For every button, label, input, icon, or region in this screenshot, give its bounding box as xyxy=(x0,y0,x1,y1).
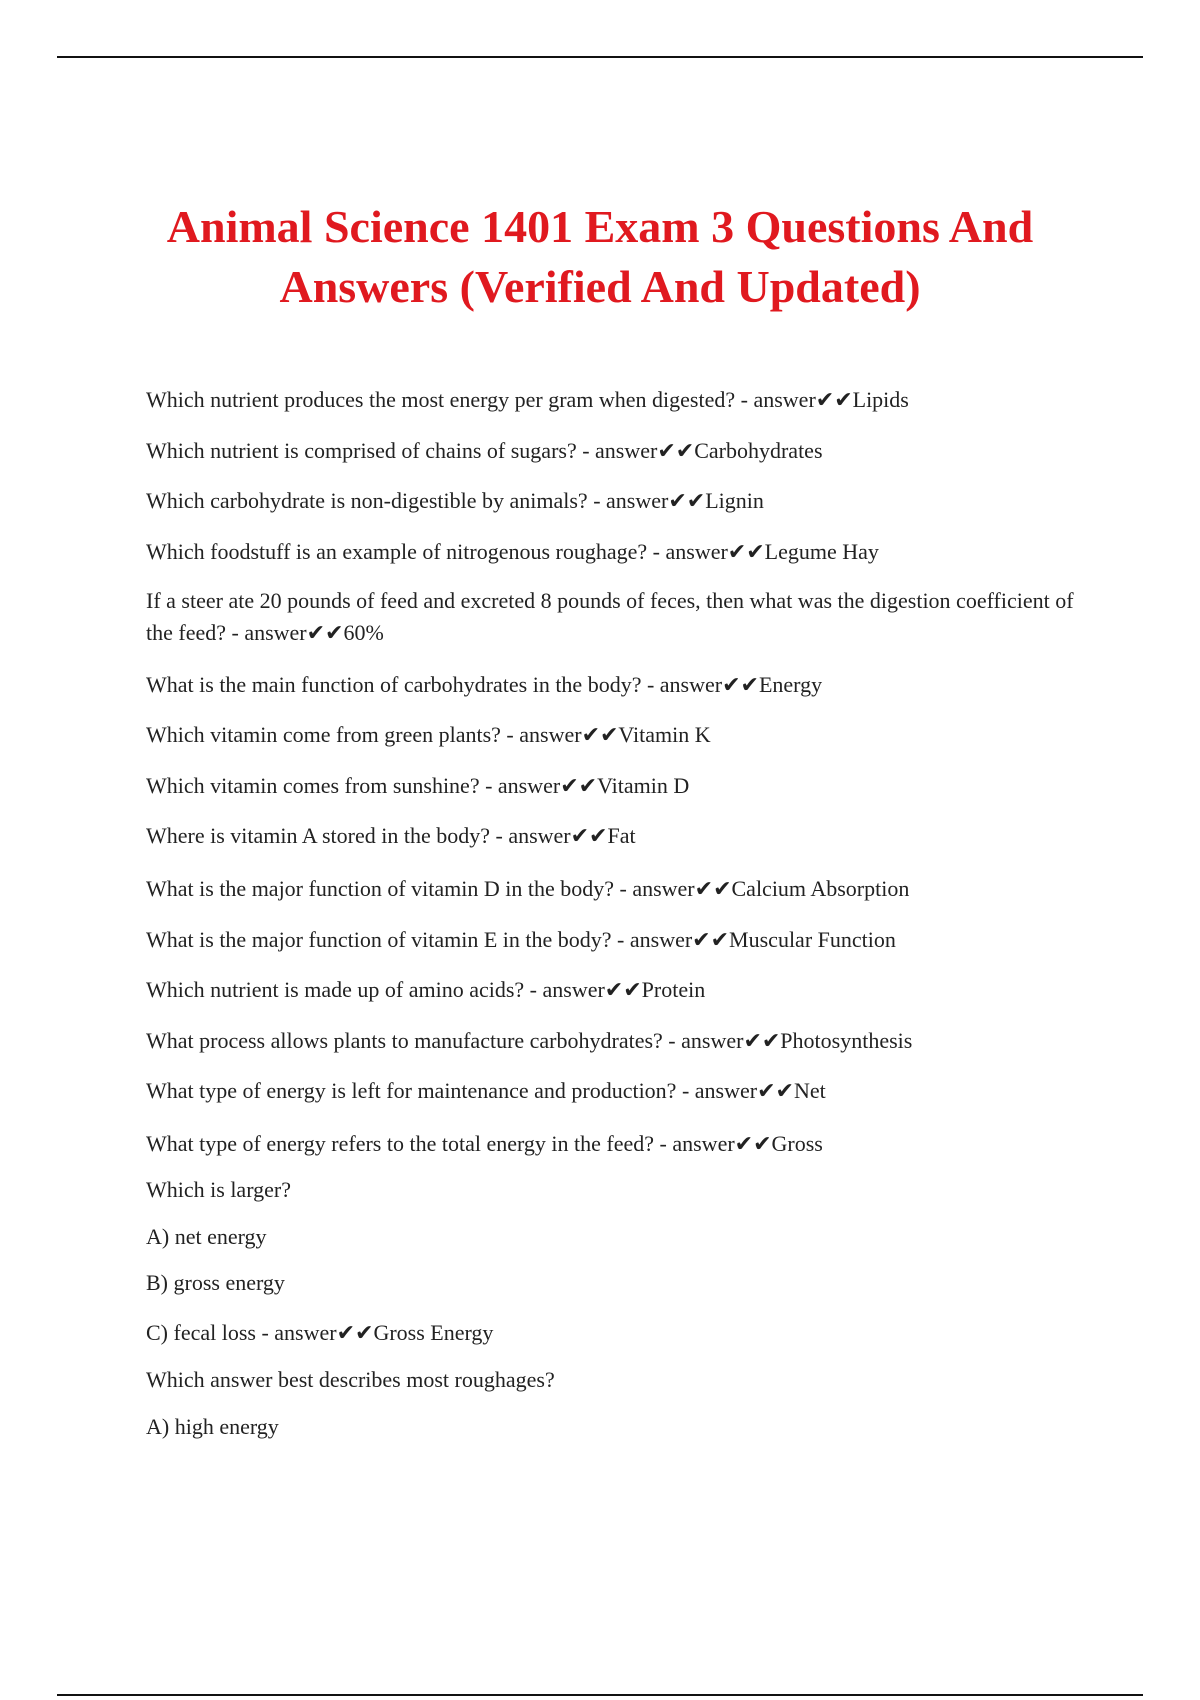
qa-entry: Which nutrient produces the most energy per gram when digested? - answer✔✔Lipids xyxy=(146,387,909,412)
qa-entry: What is the main function of carbohydrates in the body? - answer✔✔Energy xyxy=(146,672,823,697)
qa-entry: What is the major function of vitamin E in the body? - answer✔✔Muscular Function xyxy=(146,927,896,952)
qa-entry: What type of energy is left for maintenance and production? - answer✔✔Net xyxy=(146,1078,826,1103)
bottom-rule xyxy=(57,1694,1143,1696)
qa-entry: What is the major function of vitamin D in the body? - answer✔✔Calcium Absorption xyxy=(146,876,910,901)
qa-option: A) high energy xyxy=(146,1414,279,1439)
qa-entry: Which vitamin comes from sunshine? - answer✔✔Vitamin D xyxy=(146,773,690,798)
qa-entry: If a steer ate 20 pounds of feed and excreted 8 pounds of feces, then what was the digestion coefficient of the feed? - answer✔✔60% xyxy=(146,588,1074,645)
qa-entry: Which is larger? xyxy=(146,1177,291,1202)
qa-entry: What type of energy refers to the total energy in the feed? - answer✔✔Gross xyxy=(146,1131,823,1156)
qa-option: B) gross energy xyxy=(146,1270,285,1295)
qa-entry: Which vitamin come from green plants? - answer✔✔Vitamin K xyxy=(146,722,711,747)
qa-entry: What process allows plants to manufacture carbohydrates? - answer✔✔Photosynthesis xyxy=(146,1028,913,1053)
qa-entry: Where is vitamin A stored in the body? - answer✔✔Fat xyxy=(146,823,636,848)
qa-option: C) fecal loss - answer✔✔Gross Energy xyxy=(146,1320,494,1345)
qa-entry: Which carbohydrate is non-digestible by animals? - answer✔✔Lignin xyxy=(146,488,764,513)
top-rule xyxy=(57,56,1143,58)
qa-entry: Which answer best describes most roughages? xyxy=(146,1367,555,1392)
document-title: Animal Science 1401 Exam 3 Questions And Answers (Verified And Updated) xyxy=(166,200,1034,312)
qa-entry: Which nutrient is made up of amino acids? - answer✔✔Protein xyxy=(146,977,706,1002)
qa-entry: Which nutrient is comprised of chains of sugars? - answer✔✔Carbohydrates xyxy=(146,438,823,463)
qa-option: A) net energy xyxy=(146,1224,267,1249)
qa-entry: Which foodstuff is an example of nitrogenous roughage? - answer✔✔Legume Hay xyxy=(146,539,879,564)
